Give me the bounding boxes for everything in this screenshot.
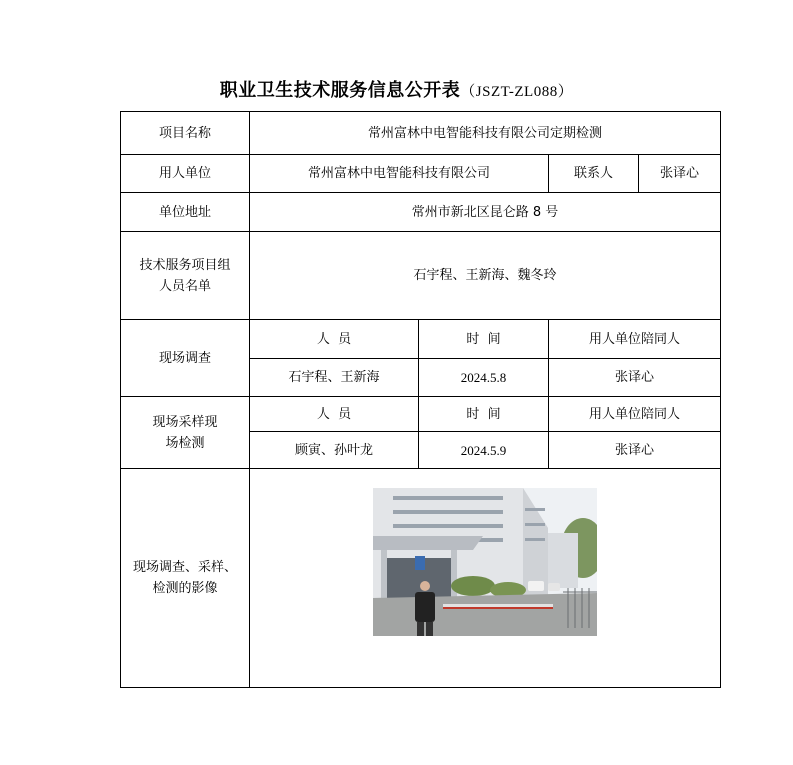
row-survey-header <box>121 320 721 359</box>
survey-header-staff: 人 员 <box>250 320 419 359</box>
sampling-staff: 顾寅、孙叶龙 <box>250 432 419 469</box>
row-project <box>121 112 721 155</box>
project-label: 项目名称 <box>121 112 250 155</box>
survey-escort: 张译心 <box>549 359 721 397</box>
survey-header-date: 时 间 <box>419 320 549 359</box>
images-cell <box>250 469 721 688</box>
info-table <box>120 111 721 688</box>
sampling-date: 2024.5.9 <box>419 432 549 469</box>
row-employer <box>121 155 721 193</box>
contact-value: 张译心 <box>639 155 721 193</box>
address-label: 单位地址 <box>121 193 250 232</box>
images-label: 现场调查、采样、检测的影像 <box>121 469 250 688</box>
row-sampling-header <box>121 397 721 432</box>
survey-date: 2024.5.8 <box>419 359 549 397</box>
row-images <box>121 469 721 688</box>
project-value: 常州富林中电智能科技有限公司定期检测 <box>250 112 721 155</box>
team-value: 石宇程、王新海、魏冬玲 <box>250 232 721 320</box>
address-value: 常州市新北区昆仑路 8 号 <box>250 193 721 232</box>
title-text: 职业卫生技术服务信息公开表 <box>219 80 461 101</box>
team-label: 技术服务项目组人员名单 <box>121 232 250 320</box>
title-code: （JSZT-ZL088） <box>460 84 574 100</box>
site-photo <box>373 488 597 636</box>
survey-header-escort: 用人单位陪同人 <box>549 320 721 359</box>
row-team <box>121 232 721 320</box>
employer-value: 常州富林中电智能科技有限公司 <box>250 155 549 193</box>
sampling-header-escort: 用人单位陪同人 <box>549 397 721 432</box>
survey-label: 现场调查 <box>121 320 250 397</box>
row-address <box>121 193 721 232</box>
contact-label: 联系人 <box>549 155 639 193</box>
sampling-label: 现场采样现场检测 <box>121 397 250 469</box>
sampling-header-date: 时 间 <box>419 397 549 432</box>
page-title <box>0 76 793 102</box>
employer-label: 用人单位 <box>121 155 250 193</box>
survey-staff: 石宇程、王新海 <box>250 359 419 397</box>
sampling-escort: 张译心 <box>549 432 721 469</box>
sampling-header-staff: 人 员 <box>250 397 419 432</box>
